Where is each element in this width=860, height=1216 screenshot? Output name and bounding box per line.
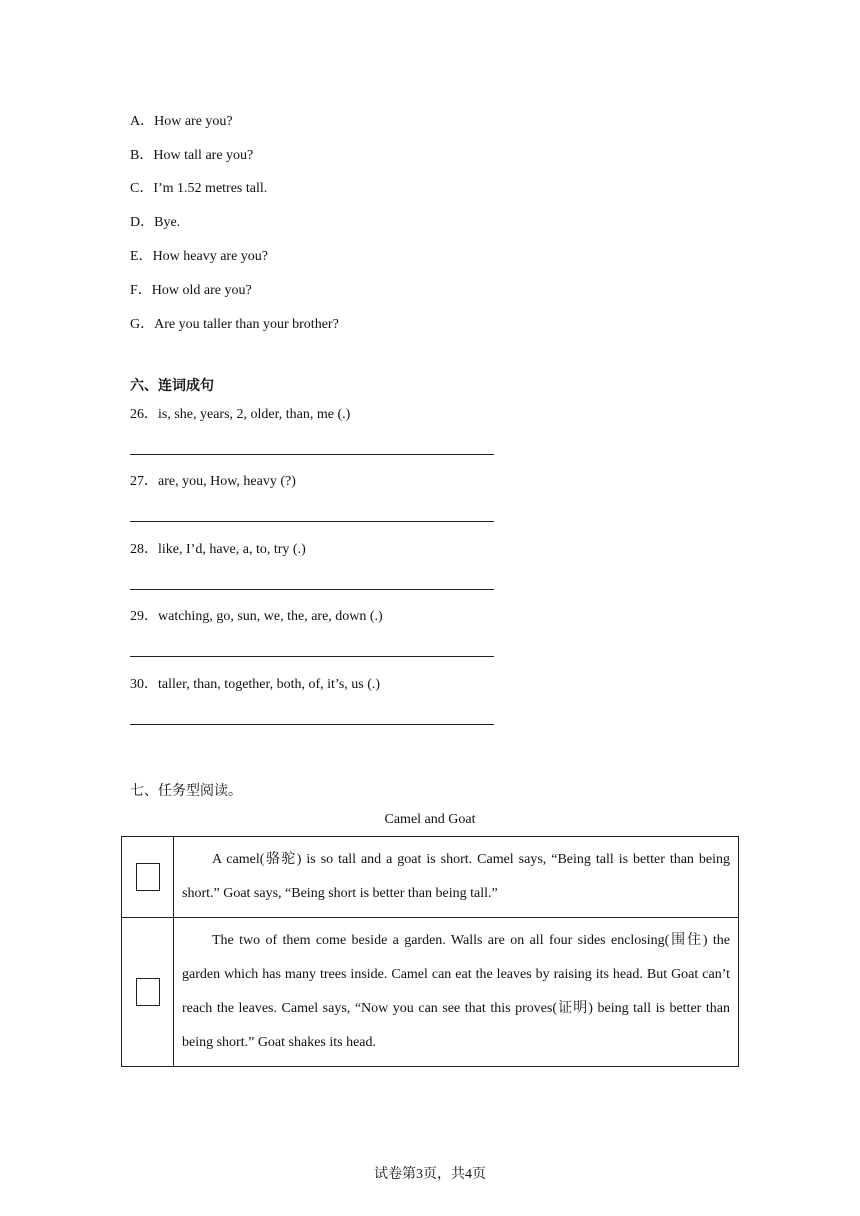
reading-row xyxy=(122,918,739,1067)
question-text: like, I’d, have, a, to, try (.) xyxy=(158,542,306,557)
section-7-title: 七、任务型阅读。 xyxy=(130,783,242,799)
order-box-cell xyxy=(122,837,174,918)
option-letter: E． xyxy=(130,249,153,264)
question-29 xyxy=(130,608,383,626)
option-text: Bye. xyxy=(154,215,181,230)
answer-line-27[interactable] xyxy=(130,521,494,522)
page-footer: 试卷第3页，共4页 xyxy=(374,1167,486,1182)
paragraph-1: A camel(骆驼) is so tall and a goat is short. Camel says, “Being tall is better than being short.” Goat says, “Being short is better than being tall.” xyxy=(174,837,739,918)
order-box-cell xyxy=(122,918,174,1067)
question-text: is, she, years, 2, older, than, me (.) xyxy=(158,407,351,422)
question-number: 26． xyxy=(130,407,158,422)
option-text: How heavy are you? xyxy=(152,249,269,264)
reading-title: Camel and Goat xyxy=(384,812,476,827)
question-27 xyxy=(130,473,296,491)
option-f xyxy=(130,282,252,300)
order-box[interactable] xyxy=(136,978,160,1006)
option-letter: D． xyxy=(130,215,155,230)
option-letter: C． xyxy=(130,181,154,196)
option-letter: F． xyxy=(130,283,152,298)
option-text: How old are you? xyxy=(151,283,252,298)
reading-row xyxy=(122,837,739,918)
question-number: 29． xyxy=(130,609,158,624)
question-28 xyxy=(130,541,306,559)
answer-line-28[interactable] xyxy=(130,589,494,590)
option-a xyxy=(130,113,233,131)
option-text: How are you? xyxy=(154,114,233,129)
question-text: are, you, How, heavy (?) xyxy=(158,474,296,489)
answer-line-30[interactable] xyxy=(130,724,494,725)
option-letter: G． xyxy=(130,317,155,332)
option-text: I’m 1.52 metres tall. xyxy=(153,181,268,196)
option-d xyxy=(130,214,180,232)
question-number: 28． xyxy=(130,542,158,557)
option-e xyxy=(130,248,268,266)
section-6-title: 六、连词成句 xyxy=(130,378,214,394)
option-b xyxy=(130,147,253,165)
question-number: 30． xyxy=(130,677,158,692)
option-g xyxy=(130,316,339,334)
question-30 xyxy=(130,676,380,694)
question-text: taller, than, together, both, of, it’s, us (.) xyxy=(158,677,381,692)
option-letter: A． xyxy=(130,114,155,129)
option-text: Are you taller than your brother? xyxy=(154,317,339,332)
answer-line-26[interactable] xyxy=(130,454,494,455)
option-text: How tall are you? xyxy=(153,148,254,163)
option-c xyxy=(130,180,267,198)
question-number: 27． xyxy=(130,474,158,489)
answer-line-29[interactable] xyxy=(130,656,494,657)
question-26 xyxy=(130,406,350,424)
question-text: watching, go, sun, we, the, are, down (.) xyxy=(158,609,383,624)
paragraph-2: The two of them come beside a garden. Walls are on all four sides enclosing(围住) the garden which has many trees inside. Camel can eat the leaves by raising its head. But Goat can’t reach the leaves. Camel says, “Now you can see that this proves(证明) being tall is better than being short.” Goat shakes its head. xyxy=(174,918,739,1067)
option-letter: B． xyxy=(130,148,154,163)
reading-table xyxy=(121,836,739,1067)
order-box[interactable] xyxy=(136,863,160,891)
